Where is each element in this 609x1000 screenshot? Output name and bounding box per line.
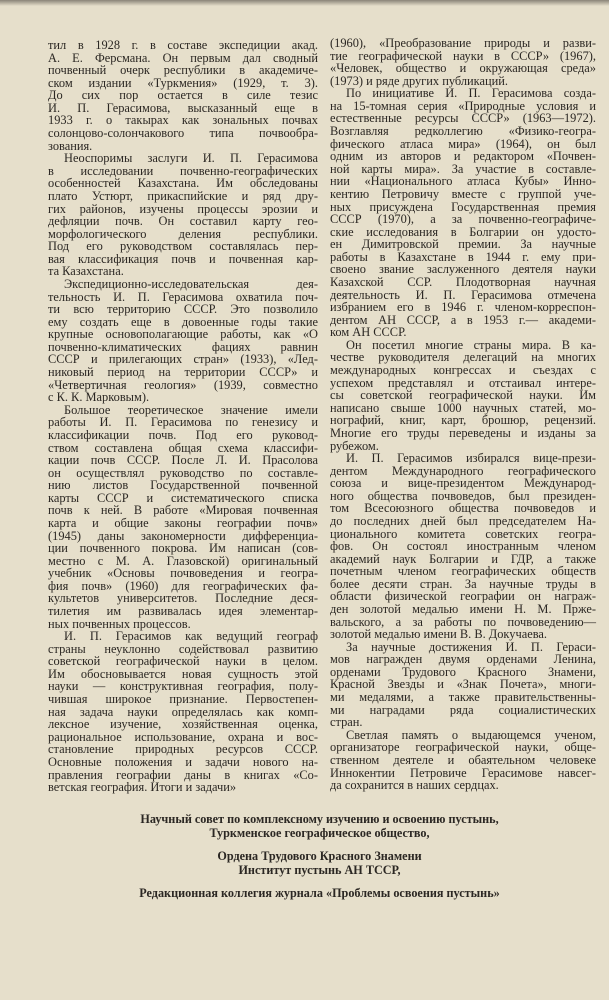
text-line: кентию Петровичу вместе с группой уче- bbox=[330, 186, 596, 201]
signatory-line: Редакционная коллегия журнала «Проблемы освоения пустынь» bbox=[139, 886, 500, 900]
text-line: (1945) даны закономерности дифференциа- bbox=[48, 528, 318, 543]
text-line: области физической географии он награж- bbox=[330, 589, 596, 604]
text-line: И. П. Герасимов избирался вице-прези- bbox=[346, 451, 596, 466]
text-line: Иннокентии Петровиче Герасимове навсег- bbox=[330, 765, 596, 780]
text-line: зования. bbox=[48, 138, 93, 153]
text-line: одним из авторов и редактором «Почвен- bbox=[330, 149, 596, 164]
text-line: Казахской ССР. Плодотворная научная bbox=[330, 274, 596, 289]
text-line: в исследовании почвенно-географических bbox=[48, 163, 318, 178]
right-column bbox=[330, 37, 596, 792]
signatory-line: Ордена Трудового Красного Знамени bbox=[217, 849, 422, 863]
text-line: ком АН СССР. bbox=[330, 325, 407, 340]
text-line: 1933 г. о такырах как зональных почвах bbox=[48, 113, 318, 128]
text-line: нии «Национального атласа Кубы» Инно- bbox=[330, 174, 596, 189]
text-line: дентом Международного географического bbox=[330, 463, 596, 478]
paragraph bbox=[330, 37, 596, 87]
text-line: честве руководителя делегаций на многих bbox=[330, 350, 596, 365]
text-line: Светлая память о выдающемся ученом, bbox=[346, 727, 596, 742]
text-line: (1960), «Преобразование природы и разви- bbox=[330, 36, 596, 50]
text-line: ден золотой медалью имени Н. М. Прже- bbox=[330, 602, 596, 617]
text-line: классификации почв. Под его руковод- bbox=[48, 427, 318, 442]
text-line: дентом АН СССР, а в 1953 г.— академи- bbox=[330, 312, 596, 327]
text-line: тельность И. П. Герасимова охватила поч- bbox=[48, 289, 318, 304]
text-line: культетов университетов. Последние деся- bbox=[48, 591, 318, 606]
paragraph bbox=[48, 152, 318, 278]
text-line: рубежом. bbox=[330, 438, 379, 453]
text-line: местно с М. А. Глазовской) оригинальный bbox=[48, 553, 318, 568]
paragraph bbox=[330, 641, 596, 729]
text-line: особенностей Казахстана. Им обследованы bbox=[48, 176, 318, 191]
text-line: ной карты мира». За участие в составле- bbox=[330, 161, 596, 176]
text-line: сы советской географической науки. Им bbox=[330, 388, 596, 403]
text-line: ных почвенных процессов. bbox=[48, 616, 191, 631]
text-line: ему создать еще в довоенные годы такие bbox=[48, 314, 318, 329]
text-line: ветская география. Итоги и задачи» bbox=[48, 780, 237, 795]
text-line: рациональное использование, охрана и вос- bbox=[48, 729, 318, 744]
text-line: вальского, а за работы по почвоведению— bbox=[330, 614, 596, 629]
text-line: ного общества почвоведов, был президен- bbox=[330, 488, 596, 503]
text-line: почвенный очерк республики в академиче- bbox=[48, 63, 318, 78]
text-line: успехом представлял и отстаивал интере- bbox=[330, 375, 596, 390]
text-line: Возглавляя редколлегию «Физико-геогра- bbox=[330, 124, 596, 139]
text-line: фов. Он состоял иностранным членом bbox=[330, 539, 596, 554]
text-line: международных конгрессах и съездах с bbox=[330, 363, 596, 378]
text-line: тие географической науки в СССР» (1967), bbox=[330, 48, 596, 63]
text-line: с К. К. Марковым). bbox=[48, 390, 150, 405]
text-line: академий наук Болгарии и ГДР, а также bbox=[330, 551, 596, 566]
text-line: ские исследования в Болгарии он удосто- bbox=[330, 224, 596, 239]
text-line: фического атласа мира» (1964), он был bbox=[330, 136, 596, 151]
text-line: Красной Звезды и «Знак Почета», многи- bbox=[330, 677, 596, 692]
text-line: «Четвертичная геология» (1939, совместно bbox=[48, 377, 318, 392]
left-column bbox=[48, 39, 318, 794]
text-line: ством составлена общая схема классифи- bbox=[48, 440, 318, 455]
text-line: ми наградами ряда социалистических bbox=[330, 702, 596, 717]
text-line: мов награжден двумя орденами Ленина, bbox=[330, 652, 596, 667]
text-line: учебник «Основы почвоведения и геогра- bbox=[48, 566, 318, 581]
text-line: ная задача науки определялась как комп- bbox=[48, 704, 318, 719]
text-line: золотой медалью имени В. В. Докучаева. bbox=[330, 627, 547, 642]
paragraph bbox=[330, 87, 596, 339]
text-line: тилетия им развивалась идея элементар- bbox=[48, 604, 318, 619]
text-line: до последних дней был председателем На- bbox=[330, 513, 596, 528]
text-line: науки — конструктивная география, полу- bbox=[48, 679, 318, 694]
text-line: И. П. Герасимова, высказанный еще в bbox=[48, 100, 318, 115]
text-line: работы И. П. Герасимова по генезису и bbox=[48, 415, 318, 430]
text-line: лексное изучение, хозяйственная оценка, bbox=[48, 717, 318, 732]
paragraph bbox=[330, 339, 596, 452]
paragraph bbox=[330, 729, 596, 792]
text-line: Многие его труды переведены и изданы за bbox=[330, 425, 596, 440]
paragraph bbox=[48, 278, 318, 404]
text-line: фия почв» (1960) для географических фа- bbox=[48, 578, 318, 593]
text-line: своено звание заслуженного деятеля науки bbox=[330, 262, 596, 277]
page-top-edge bbox=[0, 0, 609, 6]
text-line: За научные достижения И. П. Гераси- bbox=[346, 639, 596, 654]
text-line: (1973) и ряде других публикаций. bbox=[330, 73, 508, 88]
text-line: ском издании «Туркмения» (1929, т. 3). bbox=[48, 75, 318, 90]
text-line: становление природных ресурсов СССР. bbox=[48, 742, 318, 757]
text-line: никовый период на территории СССР» и bbox=[48, 365, 318, 380]
text-line: деятельность И. П. Герасимова отмечена bbox=[330, 287, 596, 302]
text-line: нографий, книг, карт, брошюр, рецензий. bbox=[330, 413, 596, 428]
paragraph bbox=[48, 630, 318, 794]
text-line: на 15-томная серия «Природные условия и bbox=[330, 98, 596, 113]
text-line: правления географии даны в книгах «Со- bbox=[48, 767, 318, 782]
text-line: дефляции почв. Он составил карту гео- bbox=[48, 214, 318, 229]
text-line: чившая широкое признание. Первостепен- bbox=[48, 692, 318, 707]
text-line: ми медалями, а также правительственны- bbox=[330, 690, 596, 705]
text-line: работы в Казахстане в 1944 г. ему при- bbox=[330, 249, 596, 264]
text-line: солонцово-солончакового типа почвообра- bbox=[48, 126, 318, 141]
text-line: карты СССР и систематического списка bbox=[48, 490, 318, 505]
text-line: Он посетил многие страны мира. В ка- bbox=[346, 337, 596, 352]
text-line: «Человек, общество и окружающая среда» bbox=[330, 61, 596, 76]
signatory-line: Научный совет по комплексному изучению и освоению пустынь, bbox=[140, 812, 499, 826]
text-line: тил в 1928 г. в составе экспедиции акад. bbox=[48, 38, 318, 52]
text-line: Экспедиционно-исследовательская дея- bbox=[64, 276, 318, 291]
text-line: морфологического деления республики. bbox=[48, 226, 318, 241]
text-line: советской географической науки в целом. bbox=[48, 654, 318, 669]
text-line: По инициативе И. П. Герасимова созда- bbox=[346, 86, 596, 101]
text-line: крупные основополагающие работы, как «О bbox=[48, 327, 318, 342]
text-line: та Казахстана. bbox=[48, 264, 124, 279]
text-line: почетным членом географических обществ bbox=[330, 564, 596, 579]
text-line: почв к ней. В работе «Мировая почвенная bbox=[48, 503, 318, 518]
text-line: более десяти стран. За научные труды в bbox=[330, 576, 596, 591]
text-line: СССР (1970), а за почвенно-географиче- bbox=[330, 212, 596, 227]
text-line: организаторе географической науки, обще- bbox=[330, 740, 596, 755]
text-line: он осуществлял руководство по составле- bbox=[48, 465, 318, 480]
paragraph bbox=[330, 452, 596, 641]
paragraph bbox=[48, 404, 318, 630]
text-line: До сих пор остается в силе тезис bbox=[48, 88, 318, 103]
text-line: естественные ресурсы СССР» (1963—1972). bbox=[330, 111, 596, 126]
text-line: ен Димитровской премии. За научные bbox=[330, 237, 596, 252]
text-line: Большое теоретическое значение имели bbox=[64, 402, 318, 417]
text-line: СССР и прилегающих стран» (1933), «Лед- bbox=[48, 352, 318, 367]
text-line: ционального комитета советских геогра- bbox=[330, 526, 596, 541]
text-line: почвенно-климатических фациях равнин bbox=[48, 339, 318, 354]
text-line: нию листов Государственной почвенной bbox=[48, 478, 318, 493]
text-line: И. П. Герасимов как ведущий географ bbox=[64, 629, 318, 644]
text-line: А. Е. Ферсмана. Он первым дал сводный bbox=[48, 50, 318, 65]
text-line: ственном деятеле и обаятельном человеке bbox=[330, 752, 596, 767]
text-line: стран. bbox=[330, 715, 363, 730]
text-line: гих районов, изучены процессы эрозии и bbox=[48, 201, 318, 216]
text-line: орденами Трудового Красного Знамени, bbox=[330, 664, 596, 679]
text-line: плато Устюрт, прикаспийские и ряд дру- bbox=[48, 188, 318, 203]
text-line: Основные положения и задачи нового на- bbox=[48, 754, 318, 769]
text-line: вая классификация почв и почвенная кар- bbox=[48, 251, 318, 266]
text-line: ных присуждена Государственная премия bbox=[330, 199, 596, 214]
text-line: Неоспоримы заслуги И. П. Герасимова bbox=[64, 151, 318, 166]
text-line: избранием его в 1946 г. членом-корреспон- bbox=[330, 300, 596, 315]
paragraph bbox=[48, 39, 318, 152]
text-line: ции почвенного покрова. Им написан (сов- bbox=[48, 541, 318, 556]
text-line: Под его руководством составлялась пер- bbox=[48, 239, 318, 254]
text-line: карта и общие законы географии почв» bbox=[48, 515, 318, 530]
text-line: страны неуклонно содействовал развитию bbox=[48, 641, 318, 656]
text-line: том Всесоюзного общества почвоведов и bbox=[330, 501, 596, 516]
text-line: да сохранится в наших сердцах. bbox=[330, 778, 499, 793]
text-line: союза и вице-президентом Международ- bbox=[330, 476, 596, 491]
text-line: Им обосновывается новая сущность этой bbox=[48, 666, 318, 681]
signatory-line: Туркменское географическое общество, bbox=[209, 826, 430, 840]
text-line: написано свыше 1000 научных статей, мо- bbox=[330, 400, 596, 415]
signatory-line: Институт пустынь АН ТССР, bbox=[238, 863, 401, 877]
text-line: кации почв СССР. После Л. И. Прасолова bbox=[48, 453, 318, 468]
signatories-block bbox=[0, 812, 609, 900]
text-line: ти всю территорию СССР. Это позволило bbox=[48, 302, 318, 317]
